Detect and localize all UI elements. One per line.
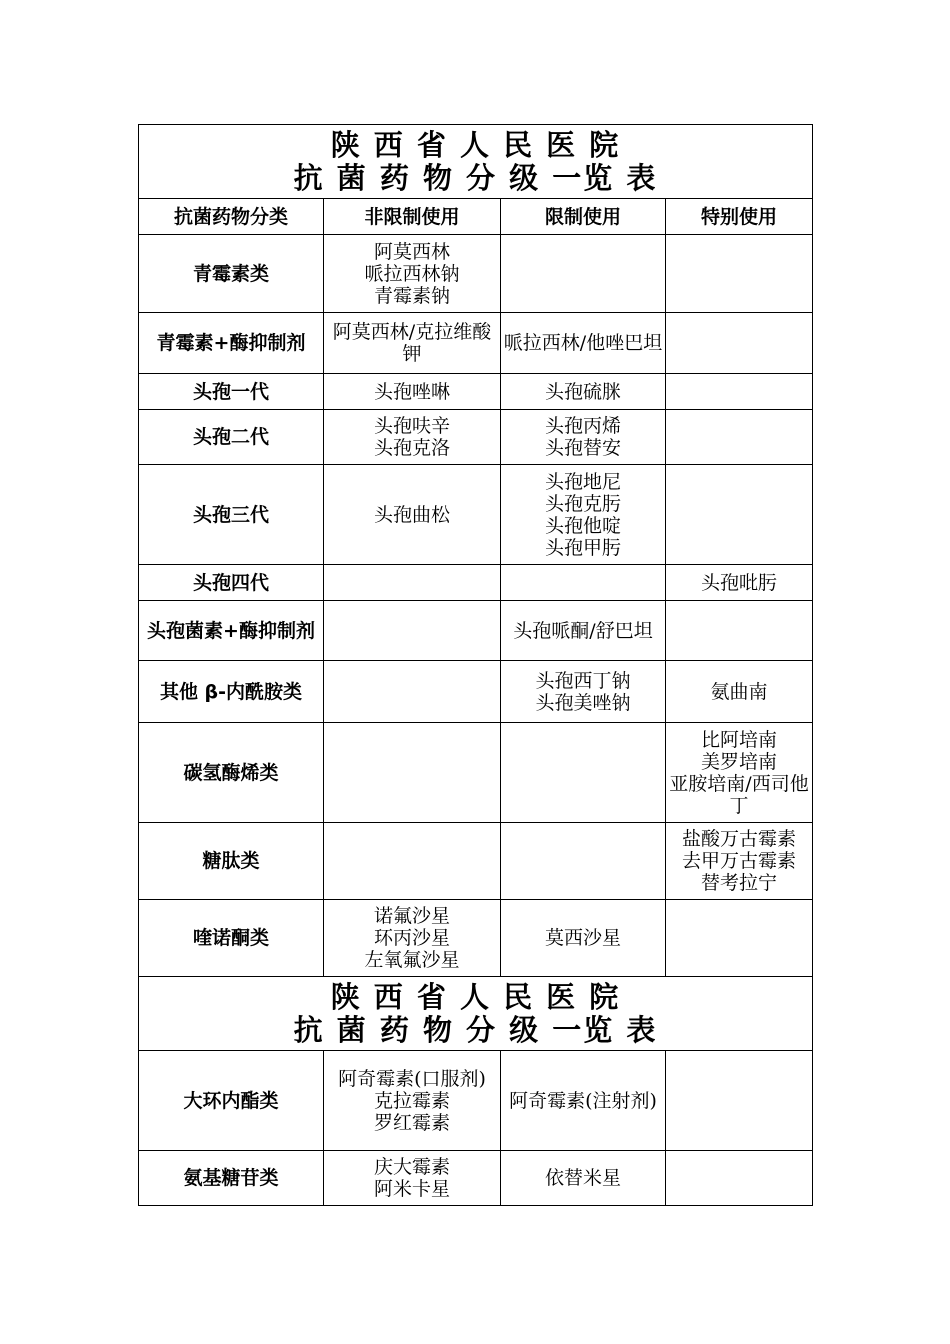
column-header-restricted: 限制使用 xyxy=(501,199,666,235)
table-row xyxy=(139,723,813,823)
category-cell: 糖肽类 xyxy=(139,823,324,900)
special-cell xyxy=(666,374,813,410)
special-cell xyxy=(666,900,813,977)
drug-name: 盐酸万古霉素 xyxy=(681,828,796,850)
drug-name: 美罗培南 xyxy=(700,750,777,773)
restricted-cell xyxy=(501,565,666,601)
category-cell: 头孢四代 xyxy=(139,565,324,601)
table-row xyxy=(139,601,813,661)
drug-name: 亚胺培南/西司他丁 xyxy=(669,772,809,817)
restricted-cell xyxy=(501,313,666,374)
drug-name: 阿莫西林/克拉维酸钾 xyxy=(332,321,492,365)
restricted-cell xyxy=(501,661,666,723)
drug-name: 阿奇霉素(注射剂) xyxy=(509,1089,657,1112)
hospital-name-repeat: 陕 西 省 人 民 医 院 xyxy=(330,979,621,1014)
drug-name: 头孢吡肟 xyxy=(700,571,777,594)
category-cell: 头孢三代 xyxy=(139,465,324,565)
restricted-cell xyxy=(501,601,666,661)
unrestricted-cell xyxy=(324,900,501,977)
restricted-cell xyxy=(501,900,666,977)
special-cell xyxy=(666,235,813,313)
category-cell: 碳氢酶烯类 xyxy=(139,723,324,823)
unrestricted-cell xyxy=(324,661,501,723)
special-cell xyxy=(666,1151,813,1206)
restricted-cell xyxy=(501,1151,666,1206)
table-row xyxy=(139,410,813,465)
drug-name: 头孢美唑钠 xyxy=(535,691,631,714)
table-title-text-repeat: 抗 菌 药 物 分 级 一览 表 xyxy=(293,1012,658,1047)
table-title-repeat xyxy=(139,977,813,1051)
table-row xyxy=(139,1151,813,1206)
drug-name: 比阿培南 xyxy=(700,728,777,751)
drug-name: 头孢西丁钠 xyxy=(535,669,631,692)
drug-name: 青霉素钠 xyxy=(373,284,450,307)
column-header-special: 特别使用 xyxy=(666,199,813,235)
restricted-cell xyxy=(501,723,666,823)
drug-name: 头孢克肟 xyxy=(544,492,621,515)
drug-name: 头孢他啶 xyxy=(544,514,621,537)
restricted-cell xyxy=(501,823,666,900)
drug-name: 克拉霉素 xyxy=(373,1089,450,1112)
table-row xyxy=(139,313,813,374)
drug-name: 阿莫西林 xyxy=(373,240,450,263)
category-cell: 其他 β-内酰胺类 xyxy=(139,661,324,723)
drug-name: 庆大霉素 xyxy=(373,1156,450,1178)
category-cell: 青霉素类 xyxy=(139,235,324,313)
special-cell xyxy=(666,1051,813,1151)
drug-name: 环丙沙星 xyxy=(373,927,450,949)
drug-name: 氨曲南 xyxy=(710,680,768,703)
restricted-cell xyxy=(501,465,666,565)
drug-name: 罗红霉素 xyxy=(373,1111,450,1134)
unrestricted-cell xyxy=(324,823,501,900)
drug-name: 头孢呋辛 xyxy=(373,415,450,437)
unrestricted-cell xyxy=(324,374,501,410)
drug-name: 头孢哌酮/舒巴坦 xyxy=(513,619,653,642)
restricted-cell xyxy=(501,235,666,313)
drug-name: 头孢替安 xyxy=(544,437,621,459)
drug-name: 头孢唑啉 xyxy=(373,380,450,403)
title-row xyxy=(139,125,813,199)
drug-name: 哌拉西林钠 xyxy=(364,262,460,285)
drug-name: 头孢曲松 xyxy=(373,503,450,526)
category-cell: 大环内酯类 xyxy=(139,1051,324,1151)
table-row xyxy=(139,235,813,313)
drug-name: 头孢甲肟 xyxy=(544,536,621,559)
category-cell: 头孢一代 xyxy=(139,374,324,410)
restricted-cell xyxy=(501,410,666,465)
category-cell: 氨基糖苷类 xyxy=(139,1151,324,1206)
unrestricted-cell xyxy=(324,410,501,465)
table-body-part-1 xyxy=(139,235,813,977)
unrestricted-cell xyxy=(324,235,501,313)
restricted-cell xyxy=(501,1051,666,1151)
drug-name: 左氧氟沙星 xyxy=(364,949,460,971)
category-cell: 喹诺酮类 xyxy=(139,900,324,977)
drug-name: 去甲万古霉素 xyxy=(681,850,796,872)
special-cell xyxy=(666,465,813,565)
column-header-category: 抗菌药物分类 xyxy=(139,199,324,235)
special-cell xyxy=(666,601,813,661)
table-row xyxy=(139,900,813,977)
category-cell: 头孢菌素+酶抑制剂 xyxy=(139,601,324,661)
drug-name: 头孢地尼 xyxy=(544,470,621,493)
unrestricted-cell xyxy=(324,565,501,601)
drug-name: 阿奇霉素(口服剂) xyxy=(338,1067,486,1090)
header-row xyxy=(139,199,813,235)
unrestricted-cell xyxy=(324,1151,501,1206)
unrestricted-cell xyxy=(324,1051,501,1151)
column-header-unrestricted: 非限制使用 xyxy=(324,199,501,235)
table-title-text: 抗 菌 药 物 分 级 一览 表 xyxy=(293,160,658,195)
table-title xyxy=(139,125,813,199)
hospital-name: 陕 西 省 人 民 医 院 xyxy=(330,127,621,162)
table-row xyxy=(139,465,813,565)
table-row xyxy=(139,823,813,900)
unrestricted-cell xyxy=(324,465,501,565)
special-cell xyxy=(666,410,813,465)
table-row xyxy=(139,661,813,723)
drug-name: 莫西沙星 xyxy=(544,927,621,949)
drug-name: 头孢丙烯 xyxy=(544,415,621,437)
drug-name: 依替米星 xyxy=(544,1167,621,1189)
restricted-cell xyxy=(501,374,666,410)
special-cell xyxy=(666,823,813,900)
special-cell xyxy=(666,723,813,823)
unrestricted-cell xyxy=(324,723,501,823)
category-cell: 青霉素+酶抑制剂 xyxy=(139,313,324,374)
unrestricted-cell xyxy=(324,313,501,374)
table-row xyxy=(139,565,813,601)
title-row-repeat xyxy=(139,977,813,1051)
table-body-part-2 xyxy=(139,1051,813,1206)
drug-name: 诺氟沙星 xyxy=(373,905,450,927)
antibiotic-classification-table xyxy=(138,124,813,1206)
special-cell xyxy=(666,565,813,601)
drug-name: 头孢克洛 xyxy=(373,437,450,459)
drug-name: 头孢硫脒 xyxy=(544,380,621,403)
drug-name: 替考拉宁 xyxy=(700,872,777,894)
drug-name: 哌拉西林/他唑巴坦 xyxy=(503,332,663,354)
special-cell xyxy=(666,661,813,723)
table-row xyxy=(139,1051,813,1151)
category-cell: 头孢二代 xyxy=(139,410,324,465)
unrestricted-cell xyxy=(324,601,501,661)
table-row xyxy=(139,374,813,410)
drug-name: 阿米卡星 xyxy=(373,1178,450,1200)
special-cell xyxy=(666,313,813,374)
